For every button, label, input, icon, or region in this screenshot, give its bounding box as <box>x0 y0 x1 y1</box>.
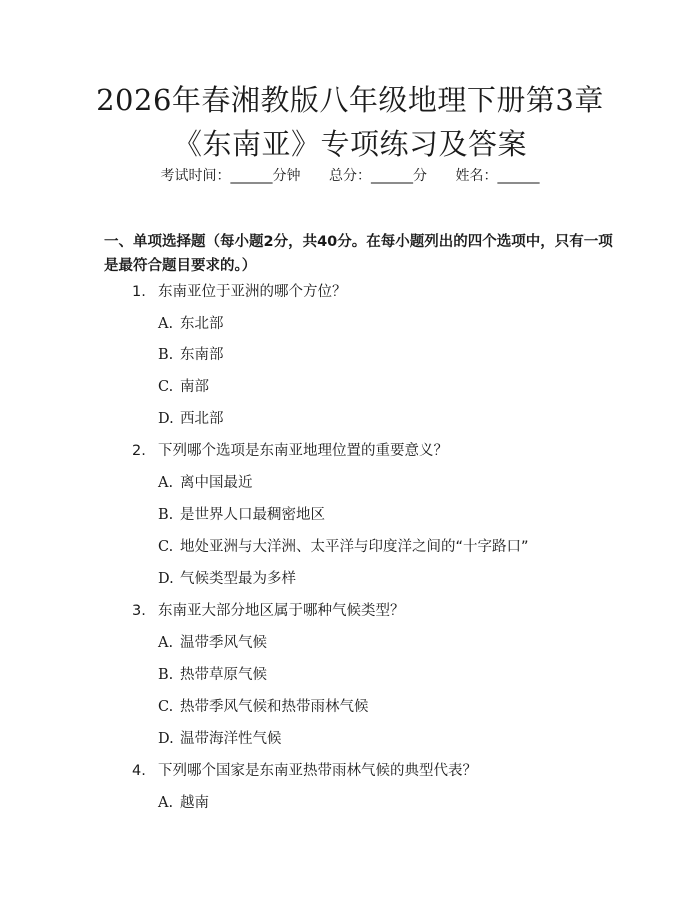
question <box>132 601 405 621</box>
option-letter: D. <box>158 731 174 747</box>
option <box>158 314 224 334</box>
option-letter: A. <box>158 795 174 811</box>
question <box>132 761 477 781</box>
option-text: 地处亚洲与大洋洲、太平洋与印度洋之间的“十字路口” <box>180 539 529 555</box>
option <box>158 569 296 589</box>
option <box>158 505 325 525</box>
option-letter: C. <box>158 379 174 395</box>
option-text: 西北部 <box>180 411 224 427</box>
name-field: 姓名：______ <box>455 168 540 184</box>
document-title: 2026年春湘教版八年级地理下册第3章《东南亚》专项练习及答案 <box>96 83 604 161</box>
question-number: 2. <box>132 443 146 459</box>
option-text: 温带海洋性气候 <box>180 731 282 747</box>
option-text: 离中国最近 <box>180 475 253 491</box>
option <box>158 473 253 493</box>
section-heading: 一、单项选择题（每小题2分，共40分。在每小题列出的四个选项中，只有一项是最符合题目要求的。） <box>104 234 613 274</box>
total-score-field: 总分：______分 <box>329 168 427 184</box>
option-text: 越南 <box>180 795 209 811</box>
option-letter: A. <box>158 316 174 332</box>
option-letter: B. <box>158 507 174 523</box>
option <box>158 793 209 813</box>
option-letter: D. <box>158 571 174 587</box>
option-text: 南部 <box>180 379 209 395</box>
option-text: 东南部 <box>180 347 224 363</box>
option-letter: C. <box>158 699 174 715</box>
option-text: 东北部 <box>180 316 224 332</box>
option-text: 热带草原气候 <box>180 667 267 683</box>
option <box>158 377 209 397</box>
option <box>158 697 369 717</box>
option-text: 温带季风气候 <box>180 635 267 651</box>
option-text: 气候类型最为多样 <box>180 571 296 587</box>
question-number: 1. <box>132 284 146 300</box>
question <box>132 282 347 302</box>
question-text: 东南亚大部分地区属于哪种气候类型？ <box>158 603 405 619</box>
question-text: 东南亚位于亚洲的哪个方位？ <box>158 284 347 300</box>
option-letter: D. <box>158 411 174 427</box>
option-letter: C. <box>158 539 174 555</box>
option <box>158 345 224 365</box>
option <box>158 409 224 429</box>
exam-time-field: 考试时间：______分钟 <box>160 168 301 184</box>
exam-meta <box>0 166 700 186</box>
question <box>132 441 448 461</box>
question-number: 4. <box>132 763 146 779</box>
question-number: 3. <box>132 603 146 619</box>
option-letter: A. <box>158 635 174 651</box>
option <box>158 537 529 557</box>
option-text: 是世界人口最稠密地区 <box>180 507 325 523</box>
option <box>158 729 282 749</box>
question-text: 下列哪个选项是东南亚地理位置的重要意义？ <box>158 443 448 459</box>
option-text: 热带季风气候和热带雨林气候 <box>180 699 369 715</box>
option <box>158 665 267 685</box>
option-letter: B. <box>158 347 174 363</box>
option <box>158 633 267 653</box>
option-letter: B. <box>158 667 174 683</box>
option-letter: A. <box>158 475 174 491</box>
question-text: 下列哪个国家是东南亚热带雨林气候的典型代表？ <box>158 763 477 779</box>
